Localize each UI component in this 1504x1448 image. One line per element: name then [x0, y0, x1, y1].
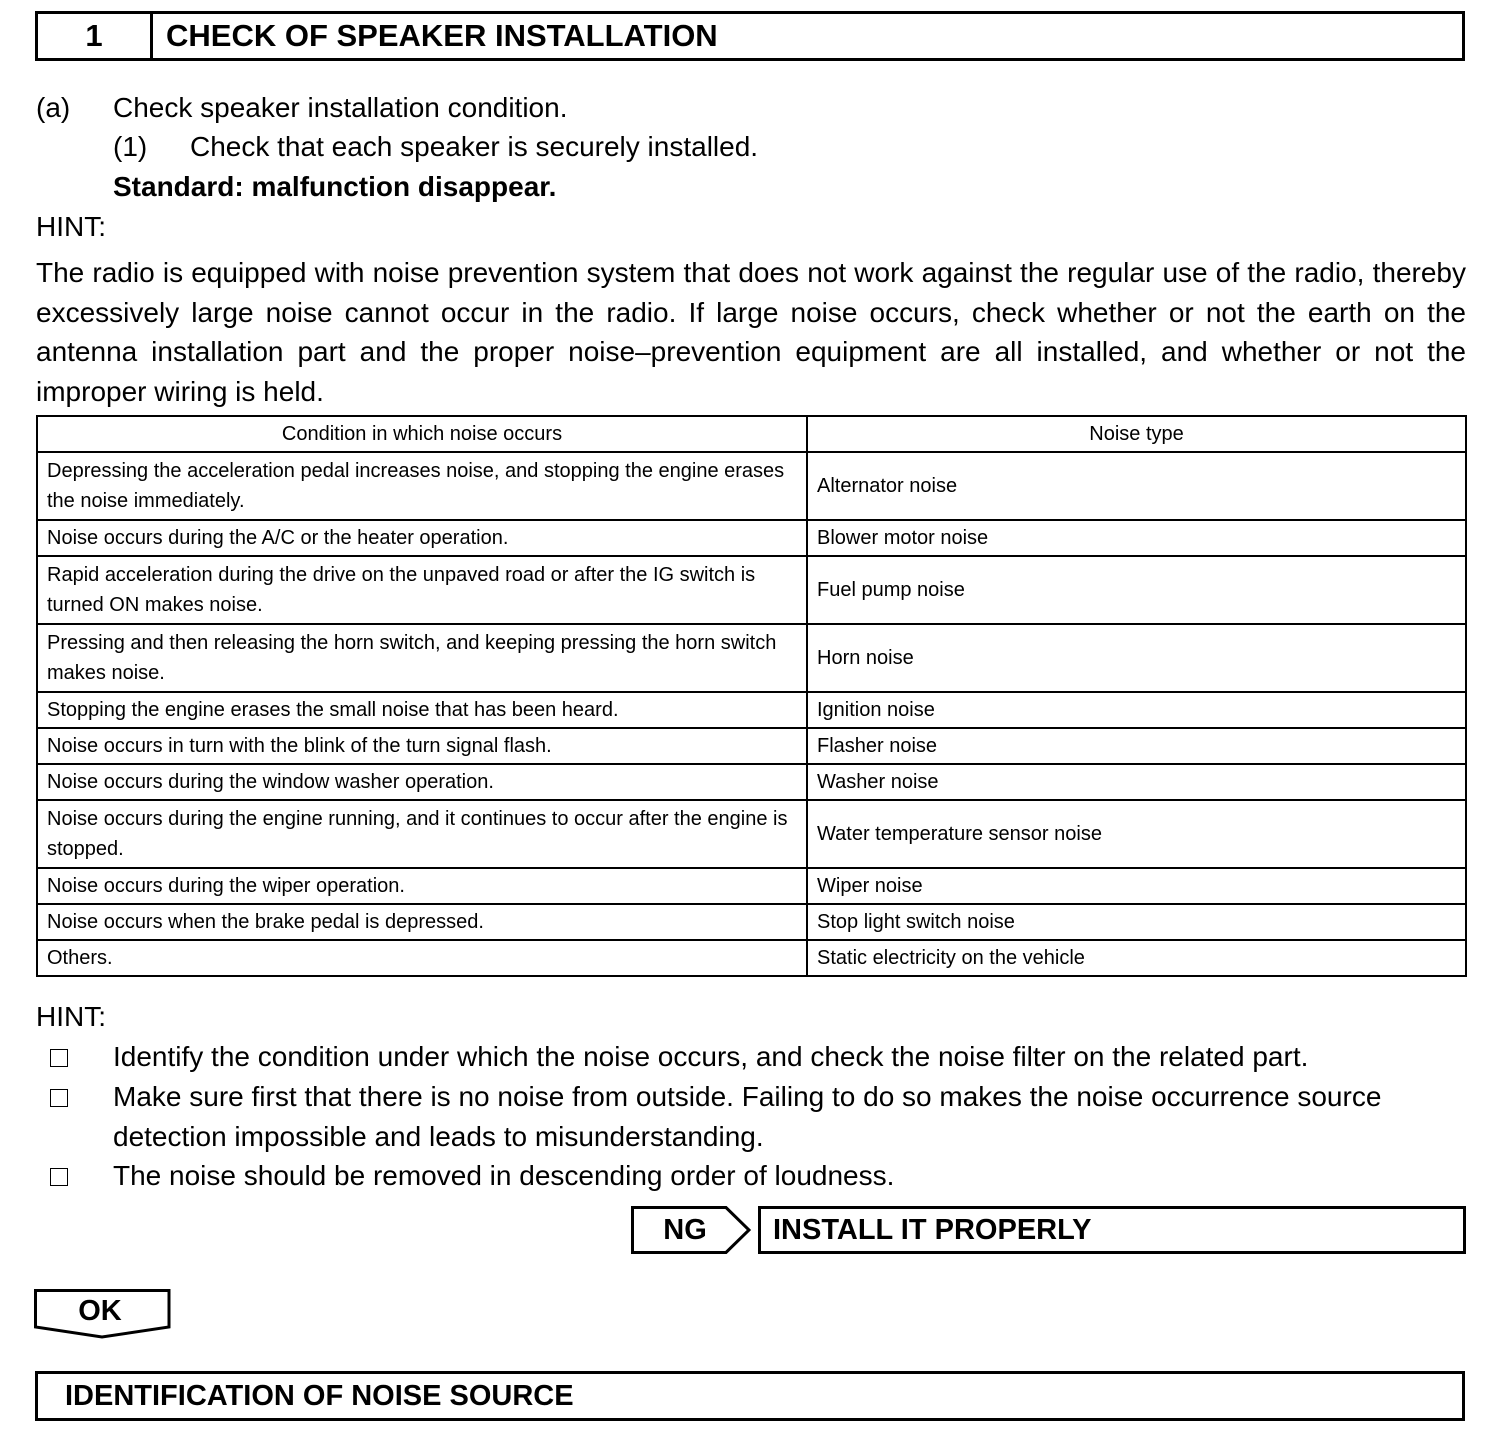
condition-cell: Depressing the acceleration pedal increases noise, and stopping the engine erases the noise immediately.: [37, 452, 807, 520]
condition-cell: Others.: [37, 940, 807, 976]
hint-item-continued: detection impossible and leads to misunderstanding.: [113, 1121, 764, 1152]
noise-type-cell: Fuel pump noise: [807, 556, 1466, 624]
next-step-box: IDENTIFICATION OF NOISE SOURCE: [35, 1371, 1465, 1421]
header-noise-type: Noise type: [807, 416, 1466, 452]
condition-cell: Noise occurs during the wiper operation.: [37, 868, 807, 904]
noise-type-cell: Static electricity on the vehicle: [807, 940, 1466, 976]
table-row: [37, 520, 1466, 556]
hint-paragraph: The radio is equipped with noise prevention system that does not work against the regular use of the radio, thereby excessively large noise cannot occur in the radio. If large noise occurs, check whether or not the earth on the antenna installation part and the proper noise–prevention equipment are all installed, and whether or not the improper wiring is held.: [36, 257, 1466, 407]
hint-item: Make sure first that there is no noise from outside. Failing to do so makes the noise occurrence source: [113, 1081, 1382, 1112]
standard-text: Standard: malfunction disappear.: [113, 171, 557, 202]
hint-item: The noise should be removed in descending order of loudness.: [113, 1160, 895, 1191]
noise-type-cell: Wiper noise: [807, 868, 1466, 904]
noise-table: [36, 415, 1467, 977]
step-number: 1: [38, 14, 153, 58]
check-a-label: (a): [36, 92, 71, 123]
table-row: [37, 800, 1466, 868]
condition-cell: Noise occurs during the engine running, and it continues to occur after the engine is stopped.: [37, 800, 807, 868]
check-a-text: Check speaker installation condition.: [113, 92, 568, 123]
condition-cell: Noise occurs when the brake pedal is depressed.: [37, 904, 807, 940]
condition-cell: Noise occurs in turn with the blink of the turn signal flash.: [37, 728, 807, 764]
noise-type-cell: Water temperature sensor noise: [807, 800, 1466, 868]
checkbox-icon: [50, 1089, 68, 1107]
noise-type-cell: Alternator noise: [807, 452, 1466, 520]
condition-cell: Stopping the engine erases the small noise that has been heard.: [37, 692, 807, 728]
step-header: [35, 11, 1465, 61]
table-row: [37, 940, 1466, 976]
table-row: [37, 904, 1466, 940]
noise-type-cell: Washer noise: [807, 764, 1466, 800]
noise-type-cell: Ignition noise: [807, 692, 1466, 728]
ng-label: NG: [663, 1213, 707, 1246]
noise-type-cell: Horn noise: [807, 624, 1466, 692]
ok-label: OK: [78, 1294, 122, 1327]
condition-cell: Pressing and then releasing the horn switch, and keeping pressing the horn switch makes noise.: [37, 624, 807, 692]
step-title: CHECK OF SPEAKER INSTALLATION: [166, 18, 718, 53]
table-row: [37, 728, 1466, 764]
hint-item: Identify the condition under which the noise occurs, and check the noise filter on the related part.: [113, 1041, 1309, 1072]
check-sub-text: Check that each speaker is securely installed.: [190, 131, 759, 162]
ng-action-box: INSTALL IT PROPERLY: [758, 1206, 1466, 1254]
table-row: [37, 764, 1466, 800]
noise-type-cell: Blower motor noise: [807, 520, 1466, 556]
checkbox-icon: [50, 1168, 68, 1186]
table-row: [37, 624, 1466, 692]
condition-cell: Noise occurs during the window washer operation.: [37, 764, 807, 800]
table-row: [37, 868, 1466, 904]
noise-type-cell: Flasher noise: [807, 728, 1466, 764]
condition-cell: Noise occurs during the A/C or the heater operation.: [37, 520, 807, 556]
noise-type-cell: Stop light switch noise: [807, 904, 1466, 940]
table-row: [37, 556, 1466, 624]
table-header-row: [37, 416, 1466, 452]
table-row: [37, 452, 1466, 520]
condition-cell: Rapid acceleration during the drive on the unpaved road or after the IG switch is turned ON makes noise.: [37, 556, 807, 624]
header-condition: Condition in which noise occurs: [37, 416, 807, 452]
hint-label-2: HINT:: [36, 1001, 106, 1032]
checkbox-icon: [50, 1049, 68, 1067]
table-row: [37, 692, 1466, 728]
hint-label: HINT:: [36, 211, 106, 242]
check-sub-label: (1): [113, 131, 148, 162]
